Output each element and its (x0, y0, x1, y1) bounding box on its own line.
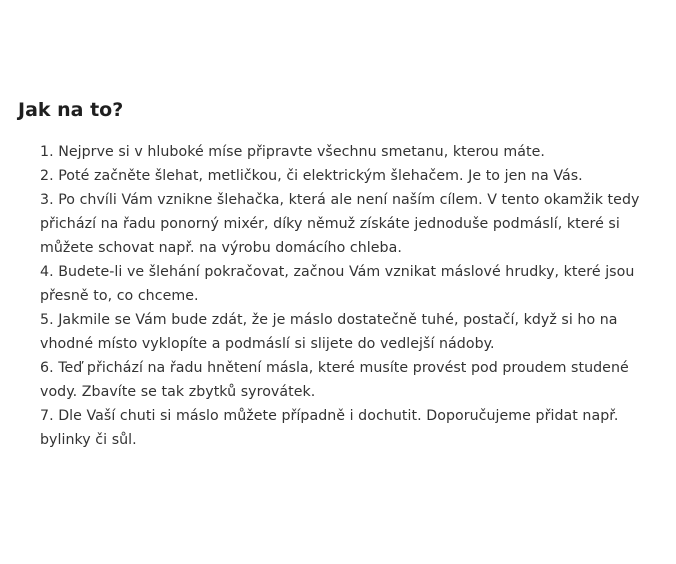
instruction-step-1: 1. Nejprve si v hluboké míse připravte všechnu smetanu, kterou máte. (40, 144, 545, 160)
instructions-list (40, 140, 640, 452)
section-heading: Jak na to? (18, 99, 124, 121)
instruction-step-5: 5. Jakmile se Vám bude zdát, že je máslo dostatečně tuhé, postačí, když si ho na vhodné místo vyklopíte a podmáslí si slijete do vedlejší nádoby. (40, 312, 618, 352)
instruction-step-2: 2. Poté začněte šlehat, metličkou, či elektrickým šlehačem. Je to jen na Vás. (40, 168, 583, 184)
instruction-step-3: 3. Po chvíli Vám vznikne šlehačka, která ale není naším cílem. V tento okamžik tedy přichází na řadu ponorný mixér, díky němuž získáte jednoduše podmáslí, které si můžete schovat např. na výrobu domácího chleba. (40, 192, 640, 256)
instruction-step-6: 6. Teď přichází na řadu hnětení másla, které musíte provést pod proudem studené vody. Zbavíte se tak zbytků syrovátek. (40, 360, 629, 400)
instruction-step-7: 7. Dle Vaší chuti si máslo můžete případně i dochutit. Doporučujeme přidat např. bylinky či sůl. (40, 408, 619, 448)
instruction-step-4: 4. Budete-li ve šlehání pokračovat, začnou Vám vznikat máslové hrudky, které jsou přesně to, co chceme. (40, 264, 635, 304)
